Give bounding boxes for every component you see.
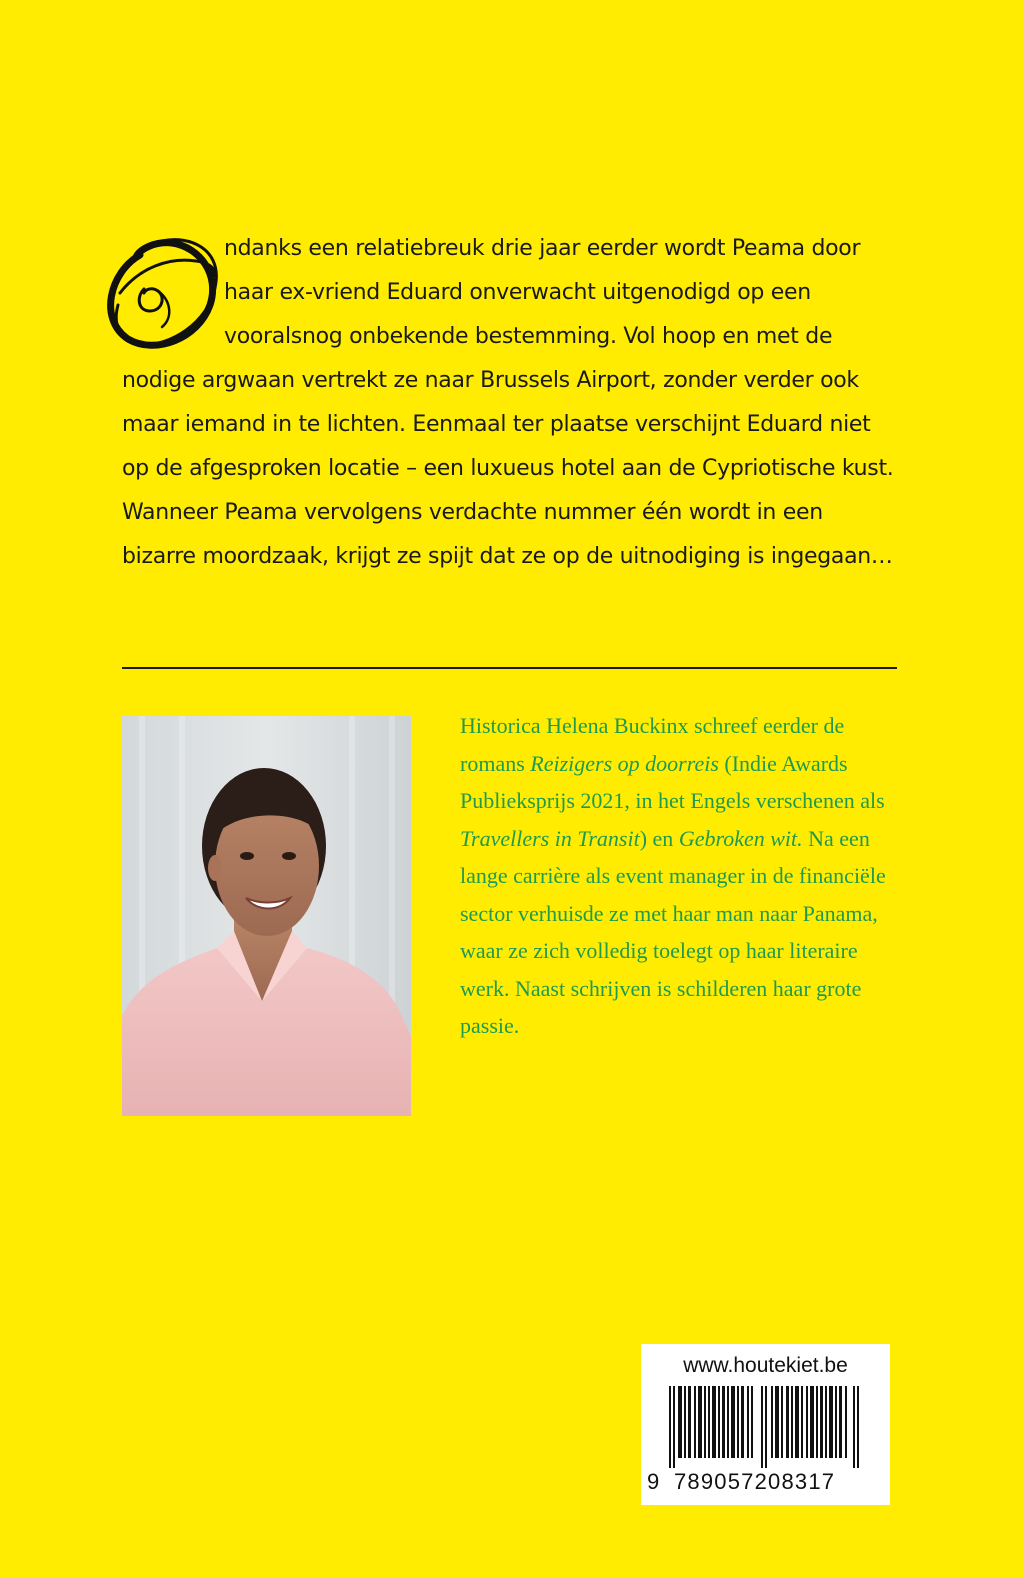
barcode-panel: [641, 1344, 890, 1505]
back-cover-blurb: [122, 227, 902, 579]
author-bio: [460, 707, 900, 1045]
isbn-prefix: 9: [647, 1469, 660, 1494]
book-title: Gebroken wit.: [678, 825, 803, 851]
author-photo: [122, 716, 411, 1116]
bio-text: ) en: [639, 825, 679, 851]
bio-text: (Indie Awards Publieksprijs 2021, in het Engels verschenen als: [460, 750, 885, 813]
blurb-text: ndanks een relatiebreuk drie jaar eerder wordt Peama door haar ex-vriend Eduard onverwacht uitgenodigd op een vooralsnog onbekende bestemming. Vol hoop en met de nodige argwaan vertrekt ze naar Brussels Airport, zonder verder ook maar iemand in te lichten. Eenmaal ter plaatse verschijnt Eduard niet op de afgesproken locatie – een luxueus hotel aan de Cypriotische kust. Wanneer Peama vervolgens verdachte nummer één wordt in een bizarre moordzaak, krijgt ze spijt dat ze op de uitnodiging is ingegaan…: [122, 236, 894, 569]
publisher-website: www.houtekiet.be: [683, 1354, 848, 1377]
divider-line: [122, 667, 897, 669]
book-title: Travellers in Transit: [460, 825, 640, 851]
bio-text: Historica Helena Buckinx schreef eerder de romans: [460, 713, 845, 776]
drop-cap-o-icon: [100, 227, 222, 359]
bio-text: Na een lange carrière als event manager in de financiële sector verhuisde ze met haar man naar Panama, waar ze zich volledig toelegt op haar literaire werk. Naast schrijven is schilderen haar grote passie.: [460, 825, 886, 1038]
book-title: Reizigers op doorreis: [530, 750, 719, 776]
barcode-icon: [669, 1386, 863, 1468]
drop-cap-o: [100, 227, 220, 359]
isbn-digits: 789057208317: [674, 1469, 836, 1494]
